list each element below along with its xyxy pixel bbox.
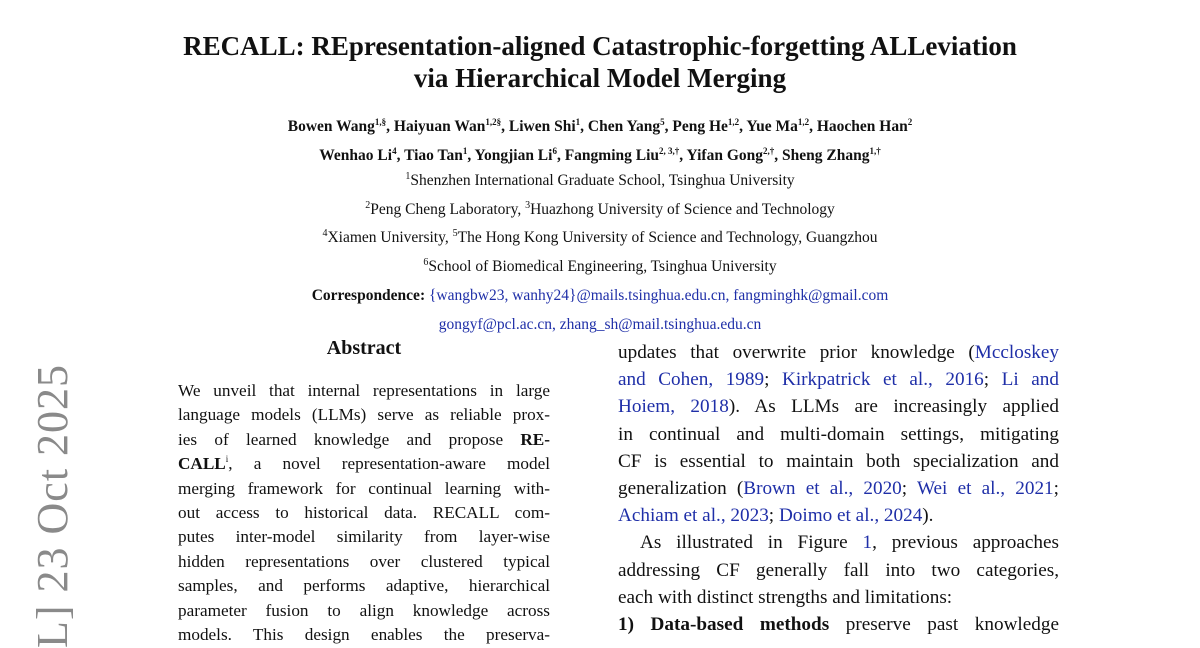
correspondence-label: Correspondence:: [311, 287, 426, 304]
author-name: Wenhao Li: [319, 147, 393, 164]
footnote-mark[interactable]: i: [225, 454, 229, 465]
affiliation-6: School of Biomedical Engineering, Tsinghua University: [428, 257, 777, 275]
author-affiliation-mark: 2: [907, 117, 913, 127]
paper-title: [0, 30, 1200, 94]
recall-name: RE-: [520, 429, 550, 449]
intro-column: updates that overwrite prior knowledge (Mccloskey and Cohen, 1989; Kirkpatrick et al., 2016; Li and Hoiem, 2018). As LLMs are increasingly applied in continual and multi-domain settings, mitigating CF is essential to maintain both specialization and generalization (Brown et al., 2020; Wei et al., 2021; Achiam et al., 2023; Doimo et al., 2024). As illustrated in Figure 1, previous approaches addressing CF generally fall into two categories, each with distinct strengths and limitations: 1) Data-based methods preserve past knowledge: [618, 342, 1059, 636]
author-name: Yongjian Li: [474, 147, 553, 164]
author-name: Haochen Han: [816, 118, 908, 135]
title-line-1: RECALL: REpresentation-aligned Catastrophic-forgetting ALLeviation: [183, 31, 1017, 61]
affiliation-line-2: $^2$Peng Cheng Laboratory, $^3$Huazhong University of Science and Technology: [365, 199, 835, 218]
affiliation-line-4: $^6$School of Biomedical Engineering, Tsinghua University: [423, 256, 777, 275]
author-affiliation-mark: 2,†: [763, 146, 775, 156]
author-affiliation-mark: 1,2§: [485, 117, 502, 127]
author-affiliation-mark: 5: [660, 117, 665, 127]
author-name: Liwen Shi: [508, 118, 576, 135]
citation-link[interactable]: Achiam et al., 2023: [618, 505, 769, 527]
author-list: [0, 112, 1200, 170]
author-name: Sheng Zhang: [782, 147, 870, 164]
author-name: Tiao Tan: [404, 147, 463, 164]
affiliation-2: Peng Cheng Laboratory,: [370, 200, 526, 218]
affiliation-4: Xiamen University,: [327, 229, 453, 246]
email-link-1[interactable]: {wangbw23, wanhy24}@mails.tsinghua.edu.cn, fangminghk@gmail.com: [425, 287, 889, 304]
author-affiliation-mark: 1: [575, 117, 581, 127]
citation-link[interactable]: Kirkpatrick et al., 2016: [781, 369, 984, 391]
citation-link[interactable]: Hoiem, 2018: [618, 396, 729, 418]
author-name: Chen Yang: [587, 118, 661, 135]
author-line-2: Wenhao Li$^4$, Tiao Tan$^1$, Yongjian Li$^6$, Fangming Liu$^{2, 3,\dagger}$, Yifan Gong$^{2,\dagger}$, Sheng Zhang$^{1,\dagger}$: [319, 146, 881, 164]
recall-name-cont: CALL: [178, 454, 226, 474]
author-name: Fangming Liu: [564, 147, 660, 164]
author-affiliation-mark: 6: [552, 146, 557, 156]
author-affiliation-mark: 2, 3,†: [659, 146, 680, 156]
author-line-1: Bowen Wang$^{1,\S}$, Haiyuan Wan$^{1,2\S}$, Liwen Shi$^1$, Chen Yang$^5$, Peng He$^{1,2}$, Yue Ma$^{1,2}$, Haochen Han$^2$: [287, 117, 913, 135]
author-name: Haiyuan Wan: [393, 118, 486, 135]
citation-link[interactable]: Li and: [1001, 369, 1059, 391]
affiliations: [0, 167, 1200, 281]
affiliation-5: The Hong Kong University of Science and Technology, Guangzhou: [457, 229, 878, 246]
author-affiliation-mark: 1,§: [374, 117, 387, 127]
author-name: Peng He: [672, 118, 728, 135]
figure-reference-link[interactable]: 1: [862, 532, 873, 554]
author-name: Bowen Wang: [287, 118, 375, 135]
title-line-2: via Hierarchical Model Merging: [413, 63, 787, 93]
author-name: Yue Ma: [746, 118, 798, 135]
abstract-heading: Abstract: [326, 337, 402, 359]
author-affiliation-mark: 1,†: [869, 146, 881, 156]
affiliation-line-1: $^1$Shenzhen International Graduate School, Tsinghua University: [405, 171, 795, 189]
citation-link[interactable]: Wei et al., 2021: [916, 478, 1054, 500]
abstract-body: We unveil that internal representations in large language models (LLMs) serve as reliable prox- ies of learned knowledge and propose RE- CALL$^i$, a novel representation-aware model merging framework for continual learning with- out access to historical data. RECALL com- putes inter-model similarity from layer-wise hidden representations over clustered typical samples, and performs adaptive, hierarchical parameter fusion to align knowledge across models. This design enables the preserva-: [178, 381, 550, 645]
author-affiliation-mark: 1,2: [797, 117, 810, 127]
affiliation-line-3: $^4$Xiamen University, $^5$The Hong Kong University of Science and Technology, Guangzhou: [322, 228, 878, 246]
citation-link[interactable]: Doimo et al., 2024: [778, 505, 923, 527]
author-name: Yifan Gong: [686, 147, 763, 164]
arxiv-stamp: L] 23 Oct 2025: [28, 363, 77, 648]
author-affiliation-mark: 1: [462, 146, 468, 156]
citation-link[interactable]: Mccloskey: [974, 342, 1059, 363]
affiliation-3: Huazhong University of Science and Technology: [530, 200, 835, 218]
email-link-2[interactable]: gongyf@pcl.ac.cn, zhang_sh@mail.tsinghua.edu.cn: [438, 315, 762, 333]
author-affiliation-mark: 1,2: [727, 117, 740, 127]
author-affiliation-mark: 4: [392, 146, 397, 156]
citation-link[interactable]: Brown et al., 2020: [743, 478, 902, 500]
affiliation-1: Shenzhen International Graduate School, Tsinghua University: [410, 172, 795, 189]
correspondence: [0, 282, 1200, 339]
citation-link[interactable]: and Cohen, 1989: [618, 369, 765, 391]
data-based-methods-term: 1) Data-based methods: [618, 614, 830, 636]
